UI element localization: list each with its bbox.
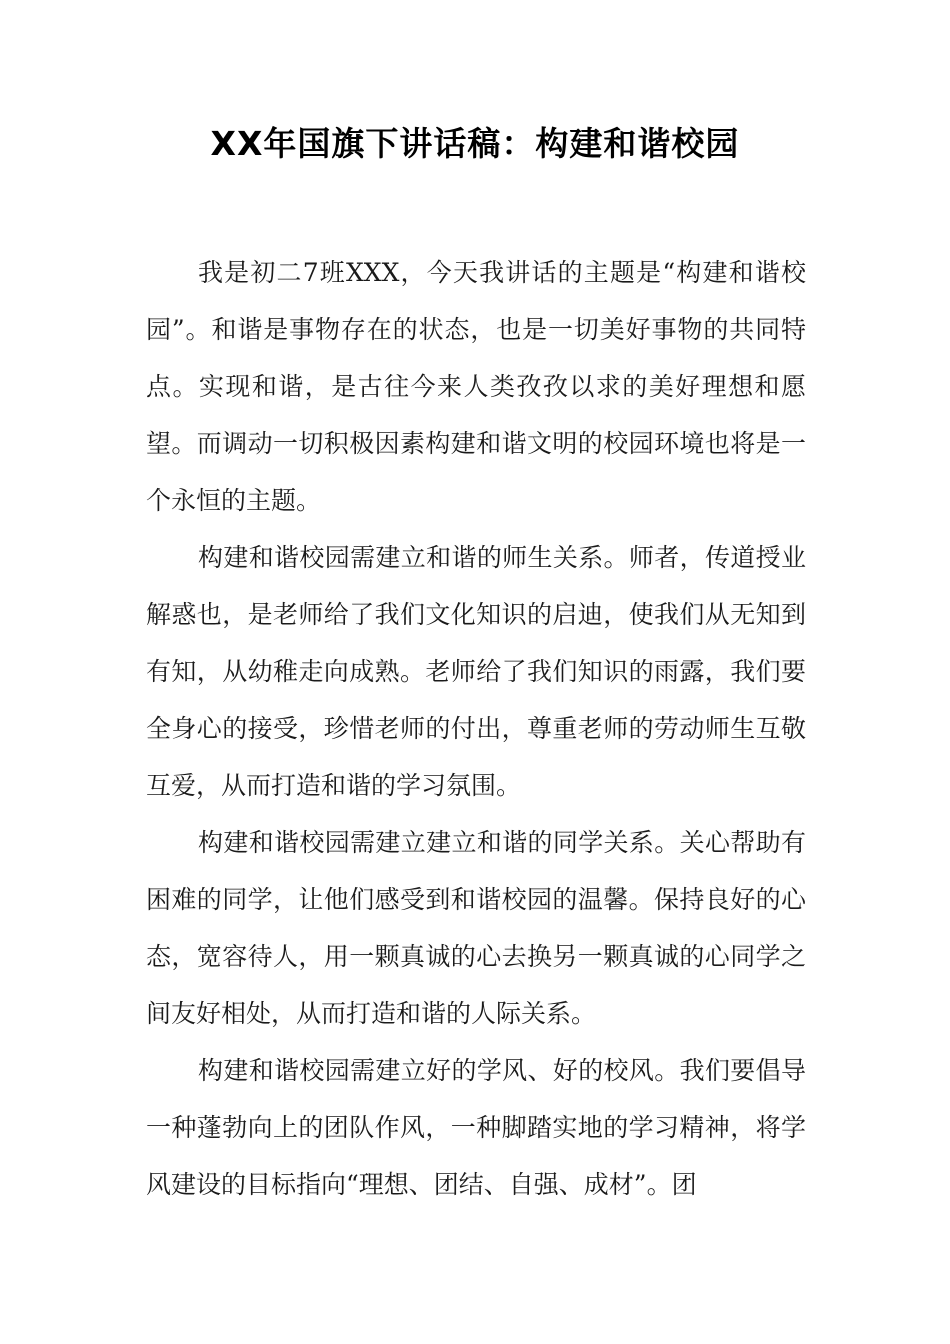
paragraph-4: 构建和谐校园需建立好的学风、好的校风。我们要倡导一种蓬勃向上的团队作风，一种脚踏实地的学习精神，将学风建设的目标指向“理想、团结、自强、成材”。团: [146, 1056, 806, 1199]
document-title: XX年国旗下讲话稿：构建和谐校园: [210, 124, 740, 163]
paragraph-1: 我是初二7班XXX，今天我讲话的主题是“构建和谐校园”。和谐是事物存在的状态，也是一切美好事物的共同特点。实现和谐，是古往今来人类孜孜以求的美好理想和愿望。而调动一切积极因素构建和谐文明的校园环境也将是一个永恒的主题。: [146, 258, 806, 515]
paragraph-2: 构建和谐校园需建立和谐的师生关系。师者，传道授业解惑也，是老师给了我们文化知识的启迪，使我们从无知到有知，从幼稚走向成熟。老师给了我们知识的雨露，我们要全身心的接受，珍惜老师的付出，尊重老师的劳动师生互敬互爱，从而打造和谐的学习氛围。: [146, 543, 806, 800]
paragraph-3: 构建和谐校园需建立建立和谐的同学关系。关心帮助有困难的同学，让他们感受到和谐校园的温馨。保持良好的心态，宽容待人，用一颗真诚的心去换另一颗真诚的心同学之间友好相处，从而打造和谐的人际关系。: [146, 828, 806, 1028]
document-body: [146, 244, 806, 1213]
